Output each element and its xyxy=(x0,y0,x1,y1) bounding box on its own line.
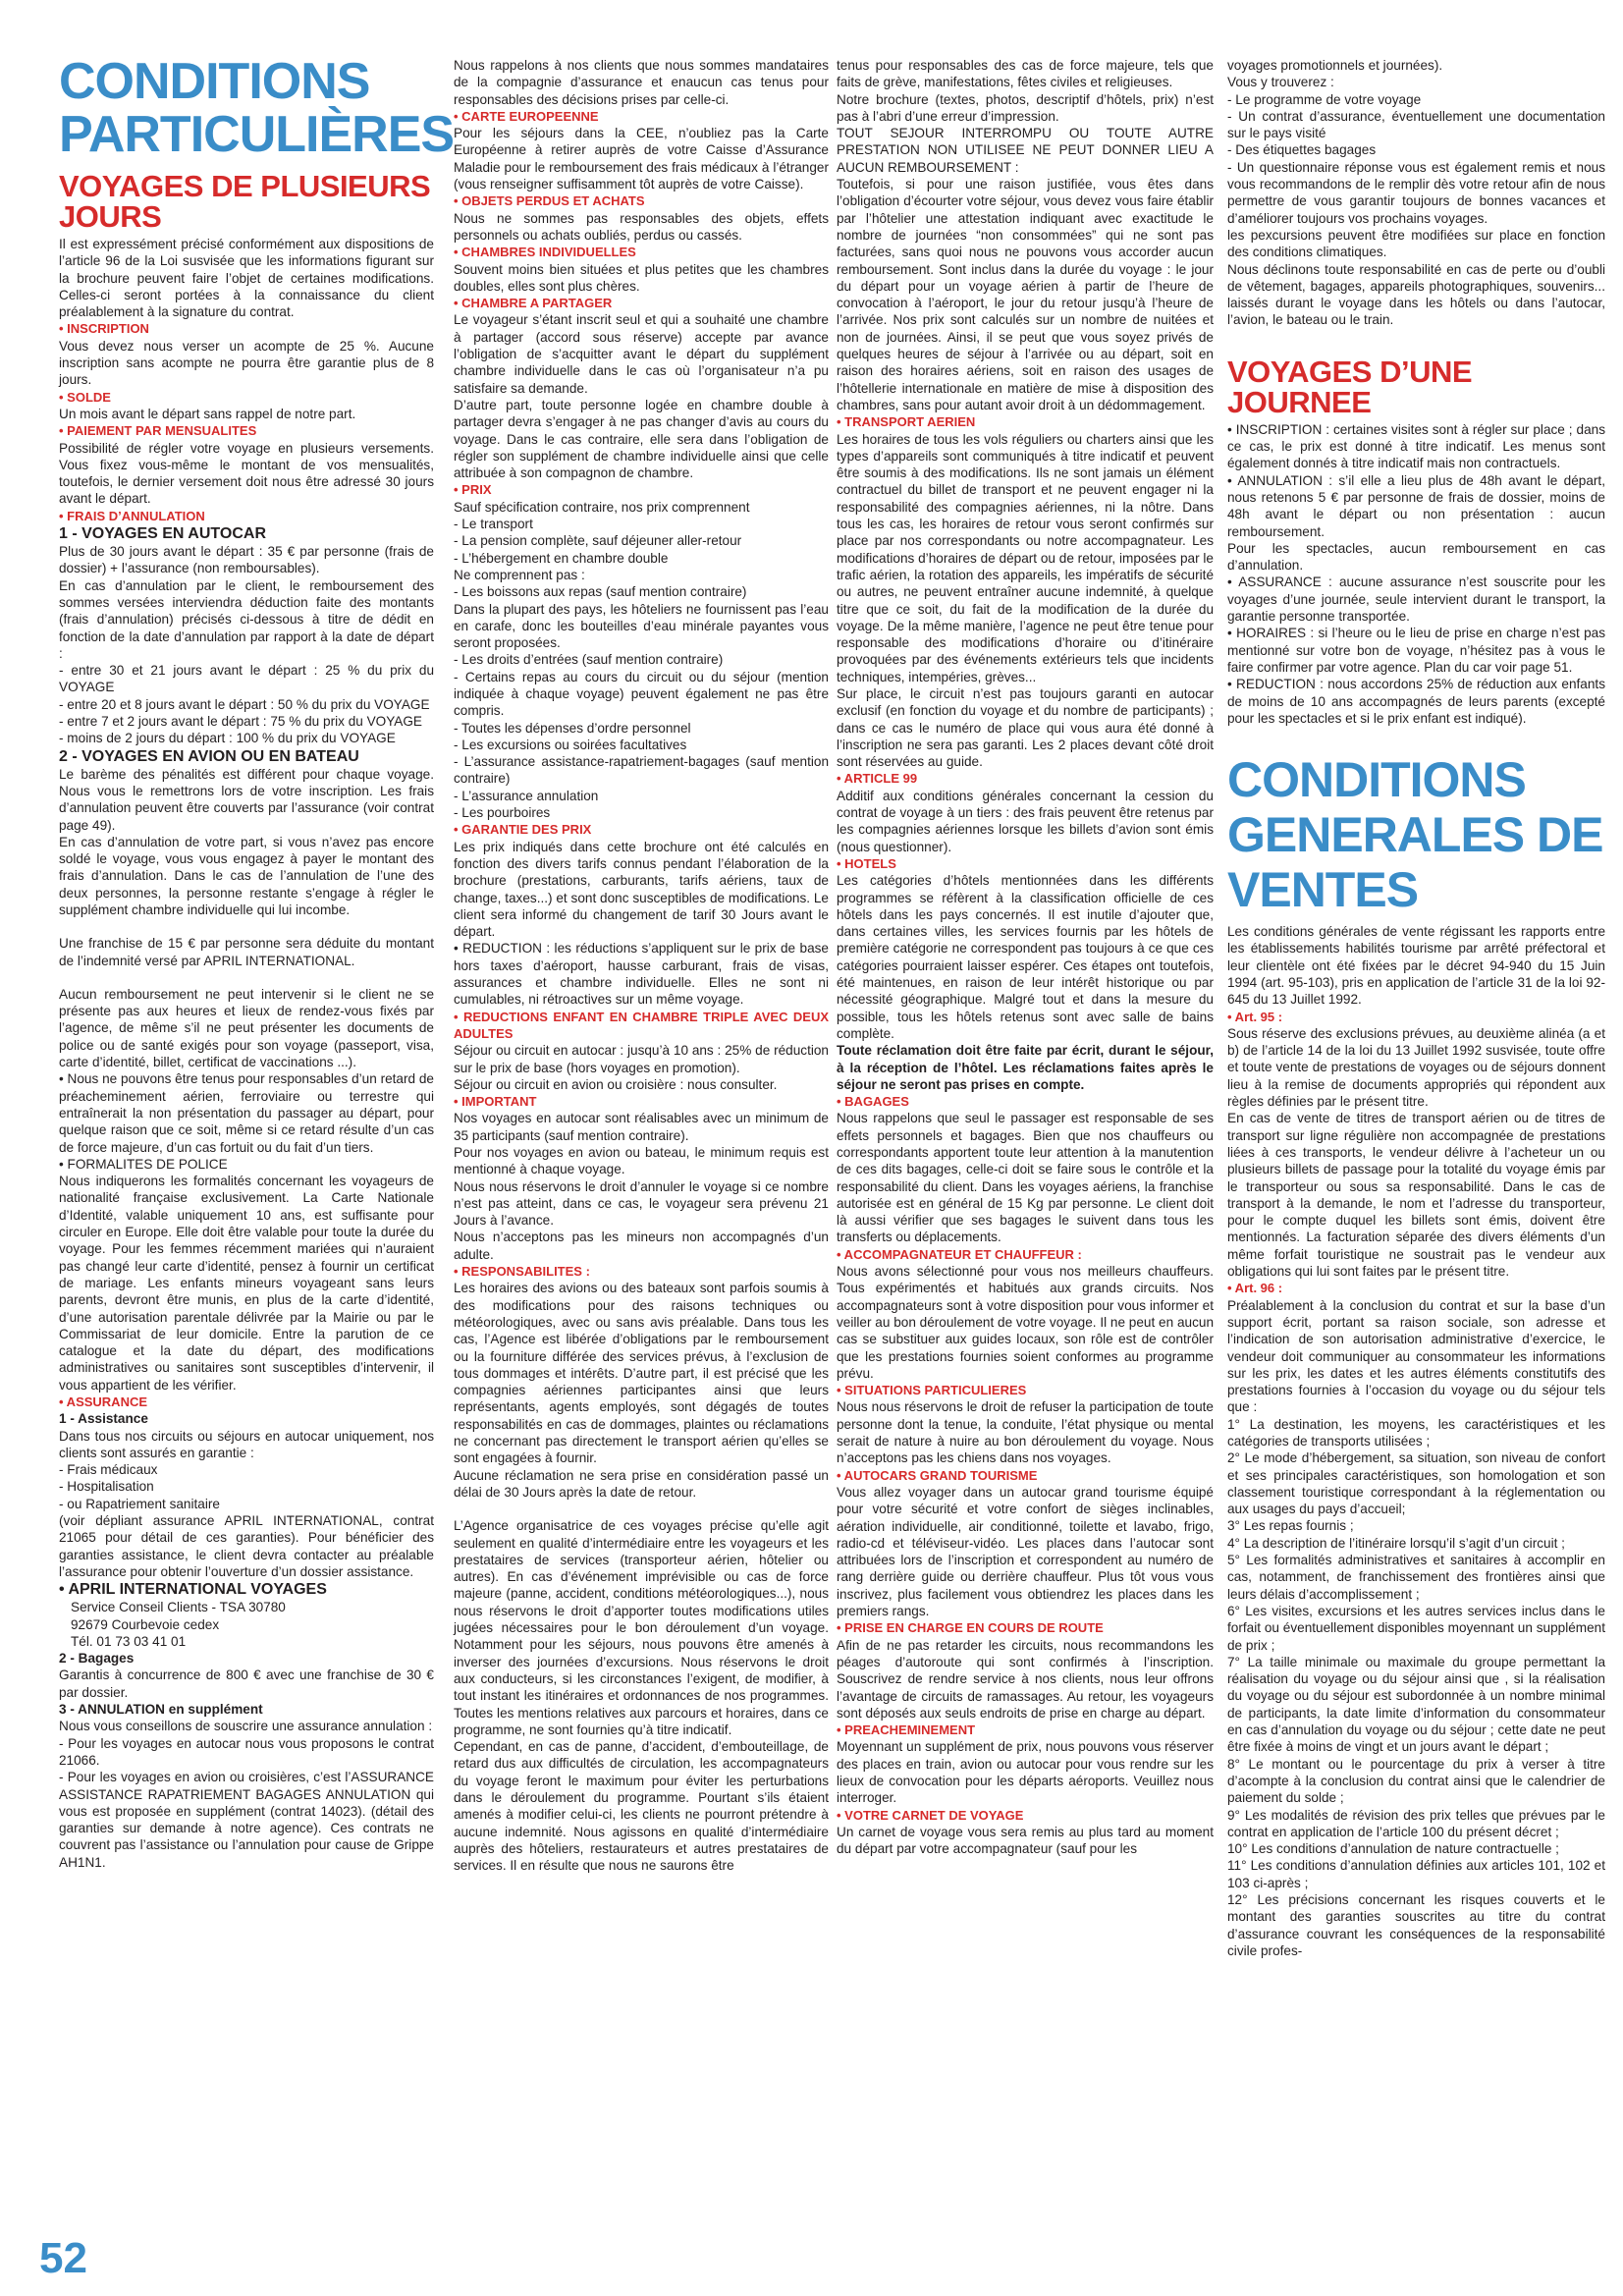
body-paragraph: - Les excursions ou soirées facultatives xyxy=(454,737,687,752)
column-3 xyxy=(837,57,1214,1857)
body-paragraph: Les prix indiqués dans cette brochure ont été calculés en fonction des divers tarifs connus pendant l’élaboration de la brochure (prestations, carburants, tarifs aériens, taux de change, taxes...) et sont donc susceptibles de modifications. Le client sera informé du changement de tarif 30 Jours avant le départ. xyxy=(454,839,829,940)
column-2 xyxy=(454,57,829,1874)
sub-heading: 1 - VOYAGES EN AUTOCAR xyxy=(59,525,267,543)
body-paragraph: • INSCRIPTION : certaines visites sont à régler sur place ; dans ce cas, le prix est donné à titre indicatif. Les menus sont également donnés à titre indicatif mais non contractuels. xyxy=(1227,421,1605,471)
body-paragraph: Additif aux conditions générales concernant la cession du contrat de voyage à un tiers : des frais peuvent être retenus par les compagnies aériennes lorsque les billets d’avion sont émis (nous questionner). xyxy=(837,788,1214,854)
section-heading: • INSCRIPTION xyxy=(59,321,149,337)
section-heading: • PREACHEMINEMENT xyxy=(837,1722,976,1738)
column-3-body xyxy=(837,57,1214,1857)
body-paragraph: (voir dépliant assurance APRIL INTERNATIONAL, contrat 21065 pour détail de ces garanties). Pour bénéficier des garanties assistance, le client devra contacter au préalable l’assurance pour obtenir l’ouverture d’un dossier assistance. xyxy=(59,1513,434,1579)
address-line: 92679 Courbevoie cedex xyxy=(71,1616,220,1632)
bold-paragraph: 3 - ANNULATION en supplément xyxy=(59,1702,263,1718)
section-heading: • PAIEMENT PAR MENSUALITES xyxy=(59,423,257,439)
section-heading: • HOTELS xyxy=(837,855,896,871)
body-paragraph: 2° Le mode d’hébergement, sa situation, son niveau de confort et ses principales caractéristiques, son homologation et son classement touristique correspondant à la réglementation ou aux usages du pays d’accueil; xyxy=(1227,1450,1605,1517)
body-paragraph: Les horaires des avions ou des bateaux sont parfois soumis à des modifications pour des raisons techniques ou météorologiques, avec ou sans avis préalable. Dans tous les cas, l’Agence est libérée d’obligations par le remboursement ou la fourniture différée des services prévus, à l’exclusion de tous dommages et intérêts. D’autre part, il est précisé que les compagnies aériennes participantes ainsi que leurs représentants, agents employés, sont dégagés de toutes responsabilités en cas de dommages, plaintes ou réclamations ne concernant pas directement le transport aérien qu’elles se sont engagées à fournir. xyxy=(454,1281,829,1466)
body-paragraph: - Toutes les dépenses d’ordre personnel xyxy=(454,720,691,736)
body-paragraph: Une franchise de 15 € par personne sera déduite du montant de l’indemnité versé par APRIL INTERNATIONAL. xyxy=(59,936,434,968)
body-paragraph: Souvent moins bien situées et plus petites que les chambres doubles, elles sont plus chères. xyxy=(454,261,829,294)
section-title-une-journee: VOYAGES D’UNE JOURNEE xyxy=(1227,354,1473,419)
page-title: CONDITIONS PARTICULIÈRES xyxy=(59,53,455,163)
column-4-top xyxy=(1227,57,1605,329)
body-paragraph: 1° La destination, les moyens, les caractéristiques et les catégories de transports utilisées ; xyxy=(1227,1416,1605,1449)
body-paragraph: - Pour les voyages en avion ou croisières, c’est l’ASSURANCE ASSISTANCE RAPATRIEMENT BAGAGES ANNULATION qui vous est proposée en supplément (contrat 14023). (détail des garanties sur demande à notre agence). Ces contrats ne couvrent pas l’assistance ou l’annulation pour cause de Grippe AH1N1. xyxy=(59,1770,434,1870)
section-heading: • Art. 95 : xyxy=(1227,1009,1283,1024)
body-paragraph: 12° Les précisions concernant les risques couverts et le montant des garanties souscrites au titre du contrat d’assurance couvrant les conséquences de la responsabilité civile profes- xyxy=(1227,1892,1605,1958)
body-paragraph: Nous rappelons à nos clients que nous sommes mandataires de la compagnie d’assurance et enaucun cas tenus pour responsables des décisions prises par celle-ci. xyxy=(454,58,829,107)
column-4-bottom xyxy=(1227,923,1605,1959)
body-paragraph: Préalablement à la conclusion du contrat et sur la base d’un support écrit, portant sa raison sociale, son adresse et l’indication de son autorisation administrative d’exercice, le vendeur doit communiquer au consommateur les informations sur les prix, les dates et les autres éléments constitutifs des prestations fournies à l’occasion du voyage ou du séjour tels que : xyxy=(1227,1297,1605,1415)
body-paragraph: • ANNULATION : s’il elle a lieu plus de 48h avant le départ, nous retenons 5 € par personne de frais de dossier, moins de 48h avant le départ ou non présentation : aucun remboursement. xyxy=(1227,472,1605,539)
body-paragraph: Garantis à concurrence de 800 € avec une franchise de 30 € par dossier. xyxy=(59,1667,434,1700)
body-paragraph: 6° Les visites, excursions et les autres services inclus dans le forfait ou éventuellement disponibles moyennant un supplément de prix ; xyxy=(1227,1603,1605,1653)
address-line: Tél. 01 73 03 41 01 xyxy=(71,1633,187,1649)
body-paragraph: • FORMALITES DE POLICE xyxy=(59,1156,228,1172)
body-paragraph: 7° La taille minimale ou maximale du groupe permettant la réalisation du voyage ou du séjour ainsi que , si la réalisation du voyage ou du séjour est subordonnée à un nombre minimal de participants, la date limite d’information du consommateur en cas d’annulation du voyage ou du séjour ; cette date ne peut être fixée à moins de vingt et un jours avant le départ ; xyxy=(1227,1654,1605,1755)
body-paragraph: 9° Les modalités de révision des prix telles que prévues par le contrat en application de l’article 100 du présent décret ; xyxy=(1227,1807,1605,1839)
column-4-mid xyxy=(1227,421,1605,727)
body-paragraph: 5° Les formalités administratives et sanitaires à accomplir en cas, notamment, de franchissement des frontières ainsi que leurs délais d’accomplissement ; xyxy=(1227,1553,1605,1602)
body-paragraph: Nous rappelons que seul le passager est responsable de ses effets personnels et bagages. Bien que nos chauffeurs ou correspondants apportent toute leur attention à la manutention de ces dits bagages, celle-ci doit se faire sous le contrôle et la responsabilité du client. Dans les voyages aériens, la franchise autorisée est en général de 15 Kg par personne. Le client doit là aussi vérifier que ses bagages le suivent dans tous les transferts ou déplacements. xyxy=(837,1111,1214,1245)
body-paragraph: voyages promotionnels et journées). xyxy=(1227,58,1443,73)
body-paragraph: Possibilité de régler votre voyage en plusieurs versements. Vous fixez vous-même le montant de vos mensualités, toutefois, le dernier versement doit nous être adressé 30 jours avant le départ. xyxy=(59,440,434,507)
body-paragraph: Le voyageur s’étant inscrit seul et qui a souhaité une chambre à partager (accord sous réserve) accepte par avance l’obligation de s’acquitter avant le départ du supplément chambre individuelle dans le cas où l’organisateur n’a pu satisfaire sa demande. xyxy=(454,312,829,396)
body-paragraph: 10° Les conditions d’annulation de nature contractuelle ; xyxy=(1227,1841,1559,1857)
body-paragraph: - Hospitalisation xyxy=(59,1479,154,1495)
section-heading: • GARANTIE DES PRIX xyxy=(454,822,592,838)
spacer xyxy=(59,969,434,986)
body-paragraph: - entre 7 et 2 jours avant le départ : 75 % du prix du VOYAGE xyxy=(59,714,422,730)
body-paragraph: TOUT SEJOUR INTERROMPU OU TOUTE AUTRE PRESTATION NON UTILISEE NE PEUT DONNER LIEU A AUCUN REMBOURSEMENT : xyxy=(837,126,1214,175)
body-paragraph: Un mois avant le départ sans rappel de notre part. xyxy=(59,406,356,421)
body-paragraph: • Nous ne pouvons être tenus pour responsables d’un retard de préacheminement aérien, ferroviaire ou terrestre qui entraînerait la non présentation du passager au départ, pour quelque raison que ce soit, même si ce retard résulte d’un cas de force majeure, d’un cas fortuit ou du fait d’un tiers. xyxy=(59,1071,434,1155)
body-paragraph: - Certains repas au cours du circuit ou du séjour (mention indiquée à chaque voyage) peuvent également ne pas être compris. xyxy=(454,669,829,719)
body-paragraph: L’Agence organisatrice de ces voyages précise qu’elle agit seulement en qualité d’intermédiaire entre les voyageurs et les prestataires de services (transporteur aérien, hôtelier ou autres). En cas d’événement imprévisible ou cas de force majeure (panne, accident, conditions météorologiques...), nous nous réservons le droit d’apporter toutes modifications utiles jugées nécessaires pour le bon déroulement d’un voyage. Notamment pour les séjours, nous pouvons être amenés à inverser des journées d’excursions. Nous réservons le droit aux conducteurs, si les circonstances l’exigent, de modifier, à tout instant les itinéraires et ordonnances de nos programmes. Toutes les mentions relatives aux parcours et horaires, dans ce programme, ne sont fournies qu’à titre indicatif. xyxy=(454,1518,829,1737)
body-paragraph: - Un contrat d’assurance, éventuellement une documentation sur le pays visité xyxy=(1227,108,1605,141)
body-paragraph: Toutefois, si pour une raison justifiée, vous êtes dans l’obligation d’écourter votre séjour, vous devez vous faire établir par l’hôtelier une attestation indiquant avec exactitude le nombre de journées “non consommées” qui ne sont pas facturées, sans quoi nous ne pouvons vous accorder aucun remboursement. Sont inclus dans la durée du voyage : le jour du départ pour un voyage aérien à partir de l’heure de convocation à l’aéroport, le jour du retour jusqu’à l’heure de l’arrivée. Nos prix sont calculés sur un nombre de nuitées et non de journées. Ainsi, il se peut que vous soyez privés de quelques heures de séjour à l’arrivée ou au départ, soit en raison des horaires aériens, soit en raison des usages de l’hôtellerie internationale en matière de mise à disposition des chambres, sans pour autant avoir droit à un dédommagement. xyxy=(837,177,1214,412)
body-paragraph: 11° Les conditions d’annulation définies aux articles 101, 102 et 103 ci-après ; xyxy=(1227,1858,1605,1890)
section-heading: • IMPORTANT xyxy=(454,1094,537,1110)
body-paragraph: Les catégories d’hôtels mentionnées dans les différents programmes se réfèrent à la classification officielle de ces hôtels dans les pays concernés. Il est inutile d’ajouter que, dans certaines villes, les services fournis par les hôtels de première catégorie ne correspondent pas toujours à ce que ces catégories pourraient laisser espérer. Ces étapes ont toutefois, été maintenues, en raison de leur intérêt historique ou par nécessité géographique. Malgré tout et dans la mesure du possible, tous les hôtels retenus sont avec salle de bains complète. xyxy=(837,873,1214,1041)
body-paragraph: En cas de vente de titres de transport aérien ou de titres de transport sur ligne régulière non accompagnée de prestations liées à ces transports, le vendeur délivre à l’acheteur un ou plusieurs billets de passage pour la totalité du voyage émis par le transporteur ou sous sa responsabilité. Dans le cas de transport à la demande, le nom et l’adresse du transporteur, pour le compte duquel les billets sont émis, doivent être mentionnés. La facturation séparée des divers éléments d’un même forfait touristique ne soustrait pas le vendeur aux obligations qui lui sont faites par le présent titre. xyxy=(1227,1111,1605,1280)
body-paragraph: Séjour ou circuit en avion ou croisière : nous consulter. xyxy=(454,1076,778,1092)
body-paragraph: Un carnet de voyage vous sera remis au plus tard au moment du départ par votre accompagnateur (sauf pour les xyxy=(837,1824,1214,1857)
body-paragraph: Vous allez voyager dans un autocar grand tourisme équipé pour votre sécurité et votre confort de sièges inclinables, aération individuelle, air conditionné, toilette et lavabo, frigo, radio-cd et téléviseur-vidéo. Les places dans l’autocar sont attribuées lors de l’inscription et correspondent au numéro de rang derrière guide ou derrière chauffeur. Plus tôt vous vous inscrivez, plus facilement vous obtiendrez les places dans les premiers rangs. xyxy=(837,1484,1214,1619)
body-paragraph: - L’assurance annulation xyxy=(454,788,599,803)
body-paragraph: Sauf spécification contraire, nos prix comprennent xyxy=(454,499,750,515)
section-heading: • PRISE EN CHARGE EN COURS DE ROUTE xyxy=(837,1620,1104,1636)
column-1 xyxy=(59,53,455,1871)
body-paragraph: tenus pour responsables des cas de force majeure, tels que faits de grève, manifestations, fêtes civiles et religieuses. xyxy=(837,58,1214,90)
body-paragraph: - Frais médicaux xyxy=(59,1462,158,1478)
body-paragraph: Notre brochure (textes, photos, descriptif d’hôtels, prix) n’est pas à l’abri d’une erreur d’impression. xyxy=(837,91,1214,124)
spacer xyxy=(59,918,434,935)
section-heading: • VOTRE CARNET DE VOYAGE xyxy=(837,1807,1024,1823)
body-paragraph: • ASSURANCE : aucune assurance n’est souscrite pour les voyages d’une journée, seule intervient durant le transport, la garantie personne transportée. xyxy=(1227,574,1605,625)
body-paragraph: Dans tous nos circuits ou séjours en autocar uniquement, nos clients sont assurés en garantie : xyxy=(59,1428,434,1460)
body-paragraph: les pexcursions peuvent être modifiées sur place en fonction des conditions climatiques. xyxy=(1227,227,1605,260)
body-paragraph: En cas d’annulation de votre part, si vous n’avez pas encore soldé le voyage, vous vous engagez à payer le montant des frais d’annulation. Dans le cas de l’annulation de l’une des deux personnes, la personne restante s’engage à régler le supplément chambre individuelle qui lui incombe. xyxy=(59,834,434,917)
body-paragraph: Nos voyages en autocar sont réalisables avec un minimum de 35 participants (sauf mention contraire). xyxy=(454,1111,829,1143)
body-paragraph: Ne comprennent pas : xyxy=(454,567,585,582)
body-paragraph: 8° Le montant ou le pourcentage du prix à verser à titre d’acompte à la conclusion du contrat ainsi que le calendrier de paiement du solde ; xyxy=(1227,1756,1605,1806)
body-paragraph: - Le programme de votre voyage xyxy=(1227,91,1422,107)
section-heading: • REDUCTIONS ENFANT EN CHAMBRE TRIPLE AVEC DEUX ADULTES xyxy=(454,1009,829,1041)
body-paragraph: • REDUCTION : nous accordons 25% de réduction aux enfants de moins de 10 ans accompagnés de leurs parents (excepté pour les spectacles et si le prix enfant est indiqué). xyxy=(1227,677,1605,726)
section-heading: • ASSURANCE xyxy=(59,1394,148,1409)
section-heading: • RESPONSABILITES : xyxy=(454,1264,590,1280)
column-1-body xyxy=(59,236,434,1871)
body-paragraph: Séjour ou circuit en autocar : jusqu’à 10 ans : 25% de réduction sur le prix de base (hors voyages en promotion). xyxy=(454,1043,829,1075)
body-paragraph: Vous devez nous verser un acompte de 25 %. Aucune inscription sans acompte ne pourra être garantie plus de 8 jours. xyxy=(59,338,434,388)
body-paragraph: - ou Rapatriement sanitaire xyxy=(59,1496,220,1511)
body-paragraph: Sur place, le circuit n’est pas toujours garanti en autocar exclusif (en fonction du voyage et du nombre de participants) ; dans ce cas le numéro de place qui vous aura été donné à l’inscription ne sera pas garanti. Les 2 places devant côté droit sont réservées au guide. xyxy=(837,685,1214,770)
sub-heading: 2 - VOYAGES EN AVION OU EN BATEAU xyxy=(59,747,359,765)
body-paragraph: - Les pourboires xyxy=(454,805,551,821)
body-paragraph: - L’hébergement en chambre double xyxy=(454,550,669,566)
bold-paragraph: Toute réclamation doit être faite par écrit, durant le séjour, à la réception de l’hôtel. Les réclamations faites après le séjour ne seront pas prises en compte. xyxy=(837,1043,1214,1092)
body-paragraph: Nous nous réservons le droit de refuser la participation de toute personne dont la tenue, la conduite, l’état physique ou mental serait de nature à nuire au bon déroulement du voyage. Nous n’acceptons pas les chiens dans nos voyages. xyxy=(837,1399,1214,1466)
body-paragraph: - L’assurance assistance-rapatriement-bagages (sauf mention contraire) xyxy=(454,754,829,787)
body-paragraph: Pour nos voyages en avion ou bateau, le minimum requis est mentionné à chaque voyage. xyxy=(454,1145,829,1177)
body-paragraph: Aucune réclamation ne sera prise en considération passé un délai de 30 Jours après la date de retour. xyxy=(454,1467,829,1500)
body-paragraph: Sous réserve des exclusions prévues, au deuxième alinéa (a et b) de l’article 14 de la loi du 13 Juillet 1992 susvisée, toute offre et toute vente de prestations de voyages ou de séjours donnent lieu à la remise de documents appropriés qui répondent aux règles définies par le présent titre. xyxy=(1227,1025,1605,1110)
body-paragraph: Le barème des pénalités est différent pour chaque voyage. Nous vous le remettrons lors de votre inscription. Les frais d’annulation peuvent être couverts par l’assurance (voir contrat page 49). xyxy=(59,766,434,833)
body-paragraph: - Les droits d’entrées (sauf mention contraire) xyxy=(454,652,724,668)
body-paragraph: Vous y trouverez : xyxy=(1227,75,1334,90)
body-paragraph: Nous indiquerons les formalités concernant les voyageurs de nationalité française exclusivement. La Carte Nationale d’Identité, valable uniquement 10 ans, est suffisante pour circuler en Europe. Elle doit être valable pour toute la durée du voyage. Pour les femmes récemment mariées qui n’auraient pas changé leur carte d’identité, pensez à fournir un certificat de mariage. Les enfants mineurs voyageant sans leurs parents, devront être munis, en plus de la carte d’identité, d’une autorisation parentale délivrée par la Mairie ou par le Commissariat de leur domicile. Entre la parution de ce catalogue et la date du départ, des modifications administratives ou sanitaires sont susceptibles d’intervenir, il vous appartient de les vérifier. xyxy=(59,1174,434,1393)
body-paragraph: Pour les spectacles, aucun remboursement en cas d’annulation. xyxy=(1227,540,1605,574)
body-paragraph: Pour les séjours dans la CEE, n’oubliez pas la Carte Européenne à retirer auprès de votre Caisse d’Assurance Maladie pour le remboursement des frais médicaux à l’étranger (vous renseigner suffisamment tôt auprès de votre Caisse). xyxy=(454,126,829,192)
section-heading: • ACCOMPAGNATEUR ET CHAUFFEUR : xyxy=(837,1246,1082,1262)
body-paragraph: Dans la plupart des pays, les hôteliers ne fournissent pas l’eau en carafe, donc les bouteilles d’eau minérale payantes vous seront proposées. xyxy=(454,601,829,651)
body-paragraph: • HORAIRES : si l’heure ou le lieu de prise en charge n’est pas mentionné sur votre bon de voyage, n’hésitez pas à vous le faire confirmer par votre agence. Plan du car voir page 51. xyxy=(1227,626,1605,675)
bold-paragraph: 2 - Bagages xyxy=(59,1651,135,1667)
section-heading: • SOLDE xyxy=(59,389,111,405)
body-paragraph: • REDUCTION : les réductions s’appliquent sur le prix de base hors taxes d’aéroport, hausse carburant, frais de visas, assurances et chambre individuelle. Elles ne sont ni cumulables, ni rétroactives sur un même voyage. xyxy=(454,941,829,1008)
section-heading: • Art. 96 : xyxy=(1227,1281,1283,1296)
body-paragraph: - Les boissons aux repas (sauf mention contraire) xyxy=(454,584,747,600)
section-heading: • FRAIS D’ANNULATION xyxy=(59,508,205,523)
section-heading: • CHAMBRES INDIVIDUELLES xyxy=(454,245,636,260)
body-paragraph: D’autre part, toute personne logée en chambre double à partager devra s’engager à ne pas changer d’avis au cours du voyage. Dans le cas contraire, elle sera dans l’obligation de régler son supplément de chambre individuelle ainsi que celle attribuée à son compagnon de chambre. xyxy=(454,397,829,481)
body-paragraph: - moins de 2 jours du départ : 100 % du prix du VOYAGE xyxy=(59,731,396,746)
body-paragraph: Nous nous réservons le droit d’annuler le voyage si ce nombre n’est pas atteint, dans ce cas, le voyageur sera prévenu 21 Jours à l’avance. xyxy=(454,1178,829,1229)
body-paragraph: Nous déclinons toute responsabilité en cas de perte ou d’oubli de vêtement, bagages, appareils photographiques, souvenirs... laissés durant le voyage dans les hôtels ou dans l’autocar, l’avion, le bateau ou le train. xyxy=(1227,261,1605,328)
body-paragraph: Les horaires de tous les vols réguliers ou charters ainsi que les types d’appareils sont communiqués à titre indicatif et peuvent être soumis à des modifications. Ils ne sont jamais un élément contractuel du billet de transport et ne peuvent engager ni la responsabilité des compagnies aériennes, ni la nôtre. Dans tous les cas, les horaires de retour vous seront confirmés sur place par nos correspondants ou notre accompagnateur. Les modifications d’horaires de départ ou de retour, imposées par le trafic aérien, la rotation des appareils, les impératifs de sécurité ou autres, ne peuvent entraîner aucune indemnité, à quelque titre que ce soit, du fait de la modification de la durée du voyage. De la même manière, l’agence ne peut être tenue pour responsable des modifications d’horaire ou d’itinéraire provoquées par des événements extérieurs tels que incidents techniques, intempéries, grèves... xyxy=(837,431,1214,684)
body-paragraph: Les conditions générales de vente régissant les rapports entre les établissements habilités tourisme par arrêté préfectoral et leur clientèle ont été fixées par le décret 94-940 du 15 Juin 1994 (art. 95-103), pris en application de l’article 31 de la loi 92-645 du 13 Juillet 1992. xyxy=(1227,924,1605,1008)
body-paragraph: En cas d’annulation par le client, le remboursement des sommes versées interviendra déduction faite des montants (frais d’annulation) précisés ci-dessous à titre de dédit en fonction de la date d’annulation par rapport à la date de départ : xyxy=(59,577,434,661)
section-heading: • TRANSPORT AERIEN xyxy=(837,414,976,430)
body-paragraph: Nous vous conseillons de souscrire une assurance annulation : xyxy=(59,1719,433,1734)
body-paragraph: - Le transport xyxy=(454,517,533,532)
body-paragraph: - La pension complète, sauf déjeuner aller-retour xyxy=(454,533,742,549)
body-paragraph: - entre 30 et 21 jours avant le départ : 25 % du prix du VOYAGE xyxy=(59,663,434,695)
body-paragraph: - entre 20 et 8 jours avant le départ : 50 % du prix du VOYAGE xyxy=(59,696,430,712)
section-heading: • BAGAGES xyxy=(837,1094,909,1110)
section-heading: • SITUATIONS PARTICULIERES xyxy=(837,1383,1027,1398)
body-paragraph: Il est expressément précisé conformément aux dispositions de l’article 96 de la Loi susvisée que les informations figurant sur la brochure peuvent faire l’objet de certaines modifications. Celles-ci seront portées à la connaissance du client préalablement à la signature du contrat. xyxy=(59,237,434,320)
column-4 xyxy=(1227,57,1605,1959)
body-paragraph: Moyennant un supplément de prix, nous pouvons vous réserver des places en train, avion ou autocar pour vous rendre sur les lieux de convocation pour les départs aéroports. Veuillez nous interroger. xyxy=(837,1739,1214,1806)
body-paragraph: Plus de 30 jours avant le départ : 35 € par personne (frais de dossier) + l’assurance (non remboursables). xyxy=(59,544,434,576)
section-heading: • CHAMBRE A PARTAGER xyxy=(454,296,613,311)
body-paragraph: Cependant, en cas de panne, d’accident, d’embouteillage, de retard dus aux difficultés de circulation, les accompagnateurs du voyage feront le maximum pour éviter les perturbations dans le déroulement du programme. Pourtant s’ils étaient amenés à modifier celui-ci, les clients ne pourront prétendre à aucune indemnité. Nous agissons en qualité d’intermédiaire auprès des hôteliers, restaurateurs et autres prestataires de services. Il en résulte que nous ne saurons être xyxy=(454,1739,829,1874)
body-paragraph: Nous ne sommes pas responsables des objets, effets personnels ou achats oubliés, perdus ou cassés. xyxy=(454,210,829,243)
section-heading: • AUTOCARS GRAND TOURISME xyxy=(837,1467,1038,1483)
body-paragraph: Nous avons sélectionné pour vous nos meilleurs chauffeurs. Tous expérimentés et habitués aux grands circuits. Nos accompagnateurs sont à votre disposition pour vous informer et veiller au bon déroulement de votre voyage. Il ne peut en aucun cas se substituer aux guides locaux, son rôle est de contrôler que les prestations fournies soient conformes au programme prévu. xyxy=(837,1264,1214,1381)
page-number: 52 xyxy=(39,2234,87,2282)
body-paragraph: - Des étiquettes bagages xyxy=(1227,142,1377,158)
bold-paragraph: 1 - Assistance xyxy=(59,1411,148,1427)
column-2-body xyxy=(454,57,829,1874)
body-paragraph: 4° La description de l’itinéraire lorsqu’il s’agit d’un circuit ; xyxy=(1227,1535,1565,1551)
sub-heading: • APRIL INTERNATIONAL VOYAGES xyxy=(59,1581,327,1599)
title-conditions-generales: CONDITIONS GENERALES DE VENTES xyxy=(1227,752,1603,918)
section-heading: • OBJETS PERDUS ET ACHATS xyxy=(454,193,645,209)
section-heading: • ARTICLE 99 xyxy=(837,771,918,787)
body-paragraph: 3° Les repas fournis ; xyxy=(1227,1518,1354,1534)
spacer xyxy=(454,1501,829,1517)
section-title-plusieurs-jours: VOYAGES DE PLUSIEURS JOURS xyxy=(59,169,431,234)
section-heading: • PRIX xyxy=(454,482,492,498)
body-paragraph: - Pour les voyages en autocar nous vous proposons le contrat 21066. xyxy=(59,1735,434,1768)
body-paragraph: Nous n’acceptons pas les mineurs non accompagnés d’un adulte. xyxy=(454,1230,829,1262)
section-heading: • CARTE EUROPEENNE xyxy=(454,108,599,124)
body-paragraph: Afin de ne pas retarder les circuits, nous recommandons les péages d’autoroute qui sont confirmés à l’inscription. Souscrivez de rendre service à nos clients, nous leur offrons l’avantage de circuits de ramassages. Au retour, les voyageurs sont déposés aux seuls endroits de prise en charge au départ. xyxy=(837,1637,1214,1721)
body-paragraph: - Un questionnaire réponse vous est également remis et nous vous recommandons de le remplir dès votre retour afin de nous permettre de vous garantir toujours de bonnes vacances et d’améliorer toujours vos prochains voyages. xyxy=(1227,159,1605,226)
address-line: Service Conseil Clients - TSA 30780 xyxy=(71,1600,286,1615)
body-paragraph: Aucun remboursement ne peut intervenir si le client ne se présente pas aux heures et lieux de rendez-vous fixés par l’agence, de même s’il ne peut présenter les documents de police ou de santé exigés pour son voyage (passeport, visa, carte d’identité, billet, certificat de vaccinations ...). xyxy=(59,986,434,1070)
